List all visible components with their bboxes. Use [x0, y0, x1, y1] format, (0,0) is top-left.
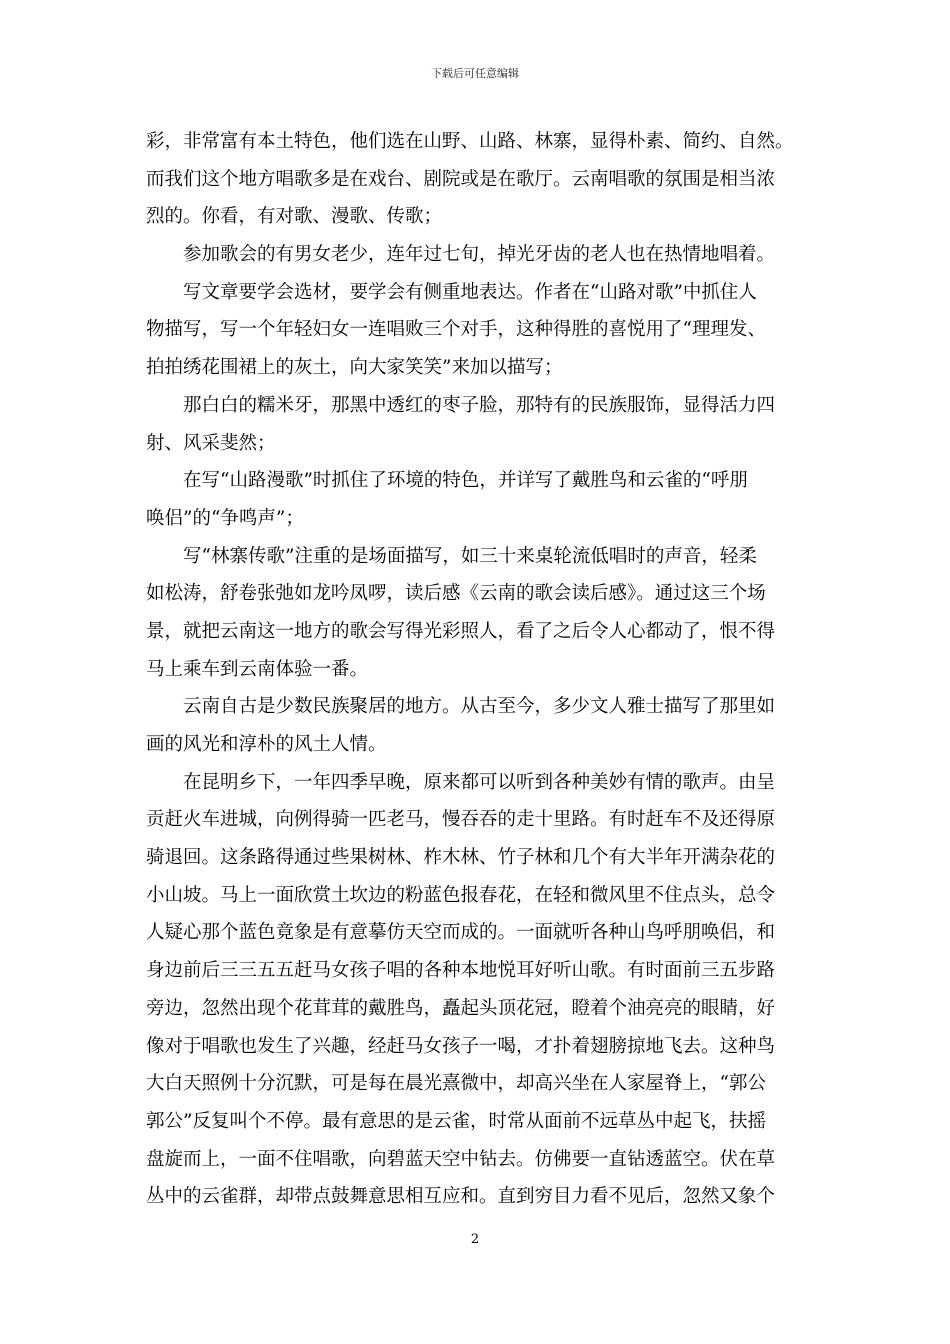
text-line: 唤侣”的“争鸣声”； [146, 507, 304, 529]
text-line: 拍拍绣花围裙上的灰土，向大家笑笑”来加以描写； [146, 357, 563, 379]
paragraph [146, 236, 806, 274]
paragraph [146, 274, 806, 387]
text-line: 画的风光和淳朴的风土人情。 [146, 734, 387, 755]
page-number: 2 [470, 1232, 480, 1247]
document-body [146, 123, 806, 1216]
text-line: 人疑心那个蓝色竟象是有意摹仿天空而成的。一面就听各种山鸟呼朋唤侣，和 [146, 922, 776, 944]
text-line: 如松涛，舒卷张弛如龙吟凤啰，读后感《云南的歌会读后感》。通过这三个场 [146, 583, 766, 605]
text-line: 郭公”反复叫个不停。最有意思的是云雀，时常从面前不远草丛中起飞，扶摇 [146, 1110, 766, 1132]
text-line: 物描写，写一个年轻妇女一连唱败三个对手，这种得胜的喜悦用了“理理发、 [146, 319, 766, 341]
text-line: 马上乘车到云南体验一番。 [146, 658, 369, 680]
paragraph [146, 688, 806, 763]
text-line: 写“林寨传歌”注重的是场面描写，如三十来桌轮流低唱时的声音，轻柔 [146, 545, 757, 567]
page-header: 下载后可任意编辑 [431, 67, 519, 80]
text-line: 射、风采斐然； [146, 432, 276, 454]
text-line: 景，就把云南这一地方的歌会写得光彩照人，看了之后令人心都动了，恨不得 [146, 620, 776, 642]
text-line: 盘旋而上，一面不住唱歌，向碧蓝天空中钻去。仿佛要一直钻透蓝空。伏在草 [146, 1148, 776, 1170]
text-line: 烈的。你看，有对歌、漫歌、传歌； [146, 206, 443, 228]
paragraph [146, 764, 806, 1216]
text-line: 彩，非常富有本土特色，他们选在山野、山路、林寨，显得朴素、简约、自然。 [146, 131, 794, 152]
paragraph [146, 123, 806, 236]
text-line: 那白白的糯米牙，那黑中透红的枣子脸，那特有的民族服饰，显得活力四 [146, 394, 776, 416]
text-line: 而我们这个地方唱歌多是在戏台、剧院或是在歌厅。云南唱歌的氛围是相当浓 [146, 168, 776, 190]
text-line: 大白天照例十分沉默，可是每在晨光熹微中，却高兴坐在人家屋脊上，“郭公 [146, 1073, 766, 1095]
paragraph [146, 462, 806, 537]
text-line: 丛中的云雀群，却带点鼓舞意思相互应和。直到穷目力看不见后，忽然又象个 [146, 1186, 776, 1208]
text-line: 贡赶火车进城，向例得骑一匹老马，慢吞吞的走十里路。有时赶车不及还得原 [146, 809, 776, 831]
text-line: 在昆明乡下，一年四季早晚，原来都可以听到各种美妙有情的歌声。由呈 [146, 771, 776, 793]
text-line: 在写“山路漫歌”时抓住了环境的特色，并详写了戴胜鸟和云雀的“呼朋 [146, 470, 748, 492]
text-line: 像对于唱歌也发生了兴趣，经赶马女孩子一喝，才扑着翅膀掠地飞去。这种鸟 [146, 1035, 776, 1057]
text-line: 身边前后三三五五赶马女孩子唱的各种本地悦耳好听山歌。有时面前三五步路 [146, 960, 776, 982]
text-line: 云南自古是少数民族聚居的地方。从古至今，多少文人雅士描写了那里如 [146, 696, 776, 718]
text-line: 旁边，忽然出现个花茸茸的戴胜鸟，矗起头顶花冠，瞪着个油亮亮的眼睛，好 [146, 997, 776, 1019]
text-line: 写文章要学会选材，要学会有侧重地表达。作者在“山路对歌”中抓住人 [146, 281, 757, 303]
paragraph [146, 387, 806, 462]
paragraph [146, 538, 806, 689]
text-line: 骑退回。这条路得通过些果树林、柞木林、竹子林和几个有大半年开满杂花的 [146, 847, 776, 869]
text-line: 小山坡。马上一面欣赏土坎边的粉蓝色报春花，在轻和微风里不住点头，总令 [146, 884, 776, 906]
text-line: 参加歌会的有男女老少，连年过七旬，掉光牙齿的老人也在热情地唱着。 [146, 244, 776, 266]
